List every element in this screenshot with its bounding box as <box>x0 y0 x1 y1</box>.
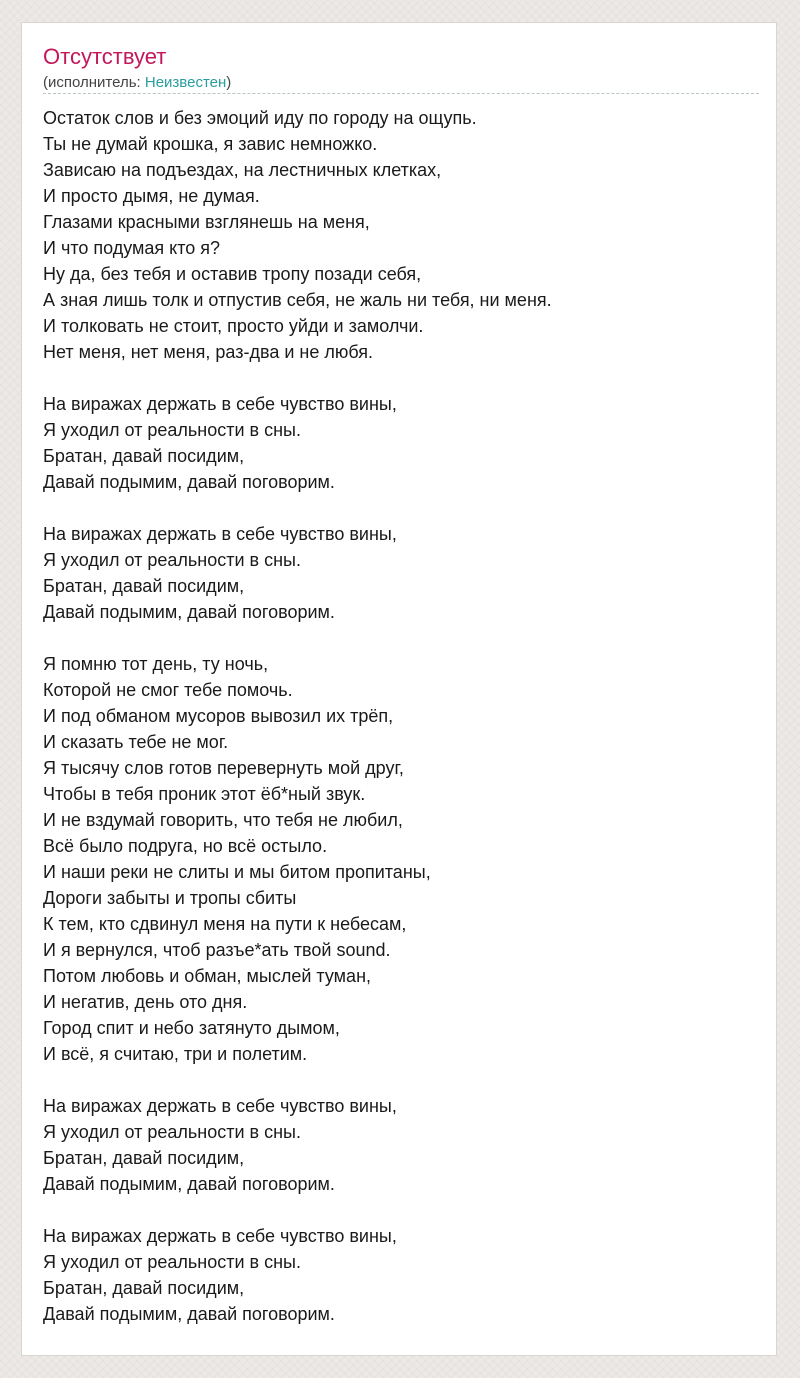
lyrics-line: На виражах держать в себе чувство вины, <box>43 524 397 544</box>
lyrics-line: Давай подымим, давай поговорим. <box>43 1174 335 1194</box>
lyrics-line: Давай подымим, давай поговорим. <box>43 472 335 492</box>
lyrics-line: И сказать тебе не мог. <box>43 732 229 752</box>
lyrics-line: Я уходил от реальности в сны. <box>43 550 301 570</box>
lyrics-stanza <box>43 1223 759 1327</box>
lyrics-line: Давай подымим, давай поговорим. <box>43 602 335 622</box>
lyrics-line: Чтобы в тебя проник этот ёб*ный звук. <box>43 784 366 804</box>
lyrics-stanza <box>43 105 759 365</box>
lyrics-line: Братан, давай посидим, <box>43 1148 245 1168</box>
artist-link[interactable]: Неизвестен <box>144 74 227 91</box>
artist-line <box>43 73 231 93</box>
lyrics-line: А зная лишь толк и отпустив себя, не жаль ни тебя, ни меня. <box>43 290 552 310</box>
lyrics-line: Я уходил от реальности в сны. <box>43 420 301 440</box>
lyrics-line: И всё, я считаю, три и полетим. <box>43 1044 308 1064</box>
lyrics-line: И я вернулся, чтоб разъе*ать твой sound. <box>43 940 391 960</box>
lyrics-line: Братан, давай посидим, <box>43 446 245 466</box>
lyrics-line: Зависаю на подъездах, на лестничных клетках, <box>43 160 442 180</box>
lyrics-line: На виражах держать в себе чувство вины, <box>43 394 397 414</box>
lyrics-line: Потом любовь и обман, мыслей туман, <box>43 966 372 986</box>
lyrics-stanza <box>43 391 759 495</box>
lyrics-line: Ты не думай крошка, я завис немножко. <box>43 134 378 154</box>
lyrics-text <box>43 105 759 1327</box>
lyrics-line: Я помню тот день, ту ночь, <box>43 654 269 674</box>
lyrics-line: Братан, давай посидим, <box>43 1278 245 1298</box>
lyrics-line: Давай подымим, давай поговорим. <box>43 1304 335 1324</box>
lyrics-line: И что подумая кто я? <box>43 238 221 258</box>
lyrics-line: И не вздумай говорить, что тебя не любил, <box>43 810 403 830</box>
lyrics-stanza <box>43 521 759 625</box>
lyrics-line: Я тысячу слов готов перевернуть мой друг, <box>43 758 404 778</box>
lyrics-line: Глазами красными взглянешь на меня, <box>43 212 370 232</box>
lyrics-line: И толковать не стоит, просто уйди и замолчи. <box>43 316 424 336</box>
lyrics-line: Я уходил от реальности в сны. <box>43 1122 301 1142</box>
song-title: Отсутствует <box>43 44 167 69</box>
lyrics-stanza <box>43 1093 759 1197</box>
lyrics-line: И просто дымя, не думая. <box>43 186 260 206</box>
lyrics-stanza <box>43 651 759 1067</box>
lyrics-line: Братан, давай посидим, <box>43 576 245 596</box>
artist-prefix: (исполнитель: <box>43 74 145 91</box>
lyrics-line: Остаток слов и без эмоций иду по городу на ощупь. <box>43 108 477 128</box>
title-divider <box>43 93 759 94</box>
lyrics-line: Город спит и небо затянуто дымом, <box>43 1018 340 1038</box>
lyrics-line: Ну да, без тебя и оставив тропу позади себя, <box>43 264 422 284</box>
artist-suffix: ) <box>226 74 232 91</box>
lyrics-line: Которой не смог тебе помочь. <box>43 680 293 700</box>
lyrics-line: Нет меня, нет меня, раз-два и не любя. <box>43 342 374 362</box>
lyrics-line: На виражах держать в себе чувство вины, <box>43 1096 397 1116</box>
lyrics-line: К тем, кто сдвинул меня на пути к небесам, <box>43 914 407 934</box>
lyrics-line: И негатив, день ото дня. <box>43 992 248 1012</box>
lyrics-line: И наши реки не слиты и мы битом пропитаны, <box>43 862 431 882</box>
lyrics-card <box>21 22 777 1356</box>
lyrics-line: Всё было подруга, но всё остыло. <box>43 836 328 856</box>
lyrics-line: Я уходил от реальности в сны. <box>43 1252 301 1272</box>
lyrics-line: Дороги забыты и тропы сбиты <box>43 888 297 908</box>
lyrics-line: И под обманом мусоров вывозил их трёп, <box>43 706 394 726</box>
lyrics-line: На виражах держать в себе чувство вины, <box>43 1226 397 1246</box>
